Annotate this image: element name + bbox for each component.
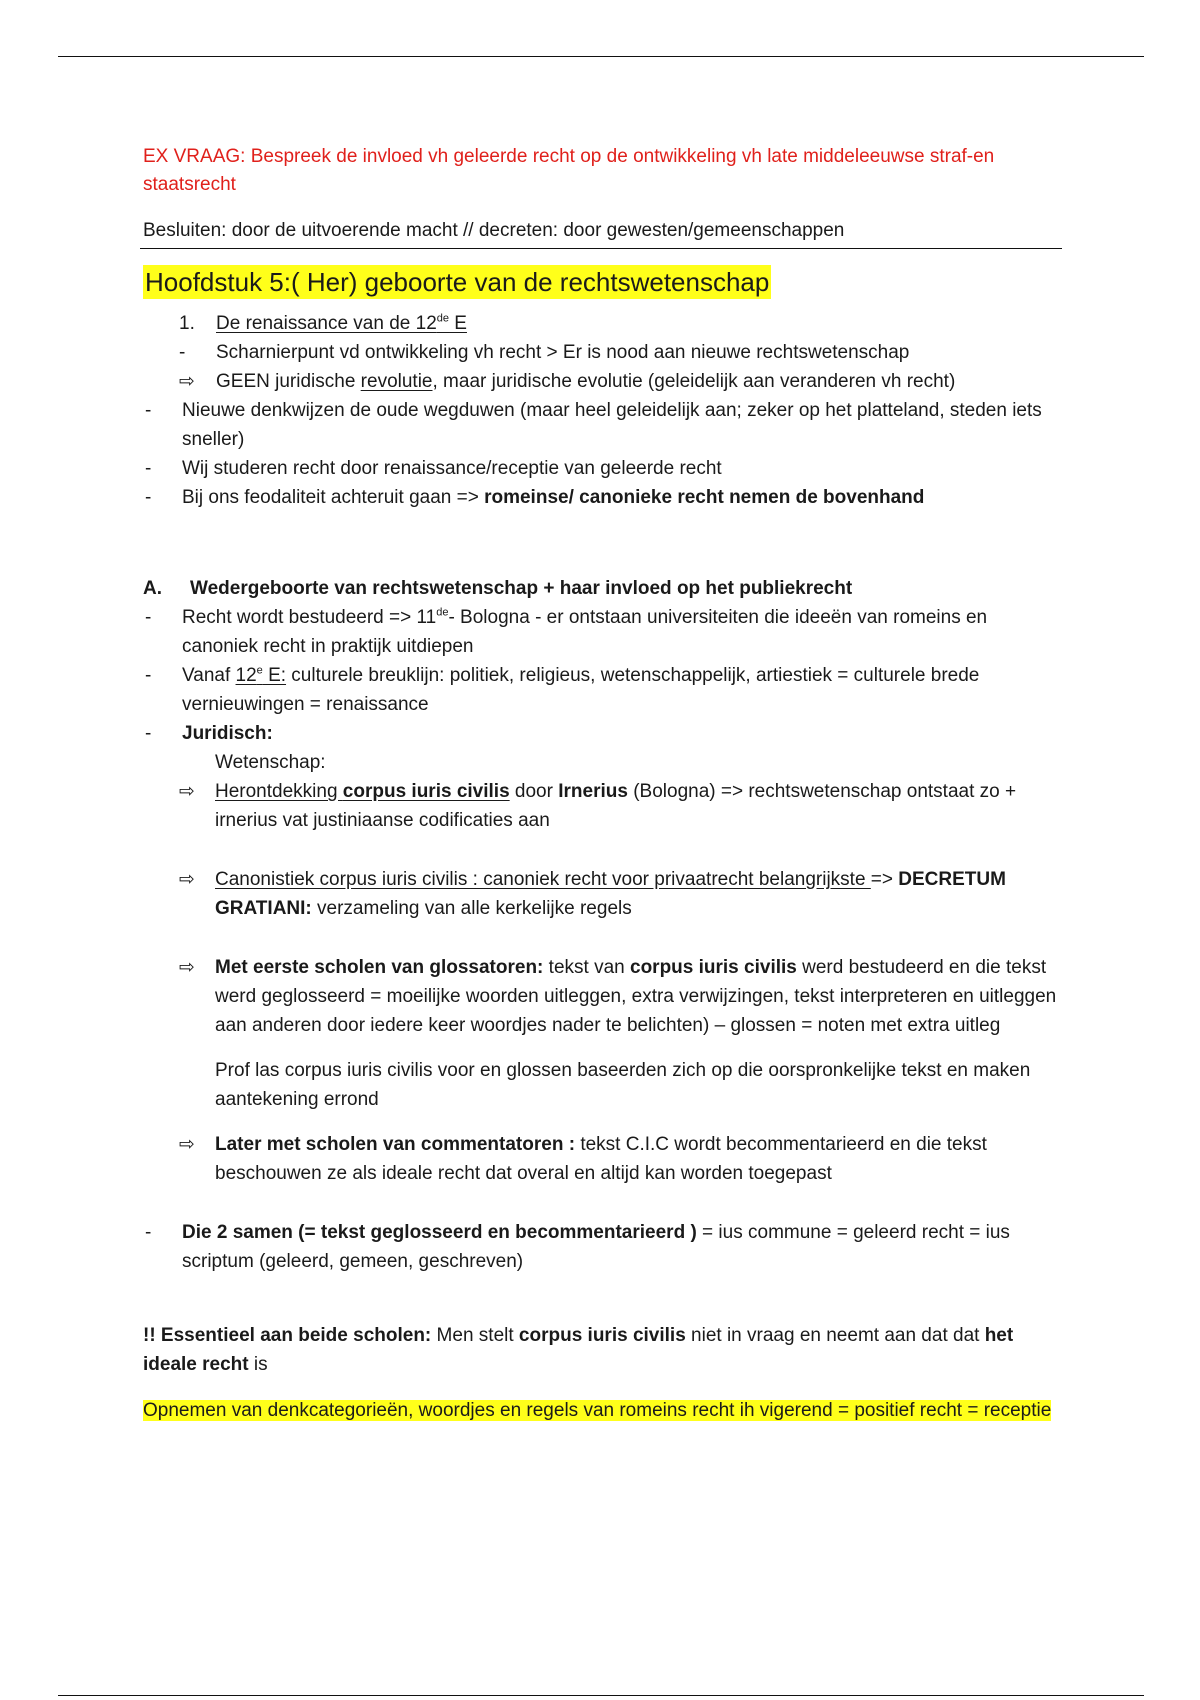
arrow-icon: ⇨: [179, 1134, 195, 1155]
list-item: - Juridisch:: [143, 719, 1063, 748]
glossen-paragraph: Prof las corpus iuris civilis voor en glossen baseerden zich op die oorspronkelijke tekst en maken aantekening errond: [215, 1060, 1031, 1110]
list-item: - Scharnierpunt vd ontwikkeling vh recht > Er is nood aan nieuwe rechtswetenschap: [143, 338, 1063, 367]
wetenschap-label: Wetenschap:: [215, 752, 326, 773]
list-item: ⇨ GEEN juridische revolutie, maar juridische evolutie (geleidelijk aan veranderen vh recht): [143, 367, 1063, 396]
document-page: [143, 143, 1063, 1425]
exam-question: EX VRAAG: Bespreek de invloed vh geleerde recht op de ontwikkeling vh late middeleeuwse straf-en staatsrecht: [143, 146, 995, 195]
dash-marker: -: [145, 458, 152, 479]
chapter-title: Hoofdstuk 5:( Her) geboorte van de rechtswetenschap: [145, 267, 770, 297]
list-item: - Recht wordt bestudeerd => 11de- Bologna - er ontstaan universiteiten die ideeën van romeins en canoniek recht in praktijk uitdiepen: [143, 603, 1063, 661]
page-bottom-rule: [58, 1695, 1144, 1696]
dash-marker: -: [145, 723, 152, 744]
dash-marker: -: [145, 400, 152, 421]
list-item: - Vanaf 12e E: culturele breuklijn: politiek, religieus, wetenschappelijk, artiestiek = culturele brede vernieuwingen = renaissance: [143, 661, 1063, 719]
section-divider: [140, 248, 1062, 249]
essential-note: !! Essentieel aan beide scholen: Men stelt corpus iuris civilis niet in vraag en neemt aan dat dat het ideale recht is: [143, 1325, 1014, 1375]
besluiten-note: Besluiten: door de uitvoerende macht // decreten: door gewesten/gemeenschappen: [143, 220, 845, 241]
page-top-rule: [58, 56, 1144, 57]
dash-marker: -: [145, 1222, 152, 1243]
arrow-icon: ⇨: [179, 781, 195, 802]
list-item: - Die 2 samen (= tekst geglosseerd en becommentarieerd ) = ius commune = geleerd recht = ius scriptum (geleerd, gemeen, geschreven): [143, 1218, 1063, 1276]
dash-marker: -: [145, 607, 152, 628]
receptie-highlight: Opnemen van denkcategorieën, woordjes en regels van romeins recht ih vigerend = positief recht = receptie: [143, 1400, 1052, 1421]
list-item: ⇨ Later met scholen van commentatoren : tekst C.I.C wordt becommentarieerd en die tekst beschouwen ze als ideale recht dat overal en altijd kan worden toegepast: [143, 1130, 1063, 1188]
dash-marker: -: [179, 342, 186, 363]
arrow-icon: ⇨: [179, 371, 195, 392]
list-item: - Wij studeren recht door renaissance/receptie van geleerde recht: [143, 454, 1063, 483]
list-item: ⇨ Canonistiek corpus iuris civilis : canoniek recht voor privaatrecht belangrijkste => DECRETUM GRATIANI: verzameling van alle kerkelijke regels: [143, 865, 1063, 923]
section1-heading: 1. De renaissance van de 12de E: [143, 309, 1063, 338]
section-letter: A.: [143, 578, 162, 599]
arrow-icon: ⇨: [179, 869, 195, 890]
dash-marker: -: [145, 487, 152, 508]
dash-marker: -: [145, 665, 152, 686]
sectionA-heading: A. Wedergeboorte van rechtswetenschap + haar invloed op het publiekrecht: [143, 574, 1063, 603]
list-item: ⇨ Met eerste scholen van glossatoren: tekst van corpus iuris civilis werd bestudeerd en die tekst werd geglosseerd = moeilijke woorden uitleggen, extra verwijzingen, tekst interpreteren en uitleggen aan anderen door iedere keer woordjes nader te belichten) – glossen = noten met extra uitleg: [143, 953, 1063, 1040]
list-item: - Bij ons feodaliteit achteruit gaan => romeinse/ canonieke recht nemen de bovenhand: [143, 483, 1063, 512]
list-item: - Nieuwe denkwijzen de oude wegduwen (maar heel geleidelijk aan; zeker op het platteland, steden iets sneller): [143, 396, 1063, 454]
list-item: ⇨ Herontdekking corpus iuris civilis door Irnerius (Bologna) => rechtswetenschap ontstaat zo + irnerius vat justiniaanse codificaties aan: [143, 777, 1063, 835]
section-number: 1.: [179, 313, 195, 334]
arrow-icon: ⇨: [179, 957, 195, 978]
